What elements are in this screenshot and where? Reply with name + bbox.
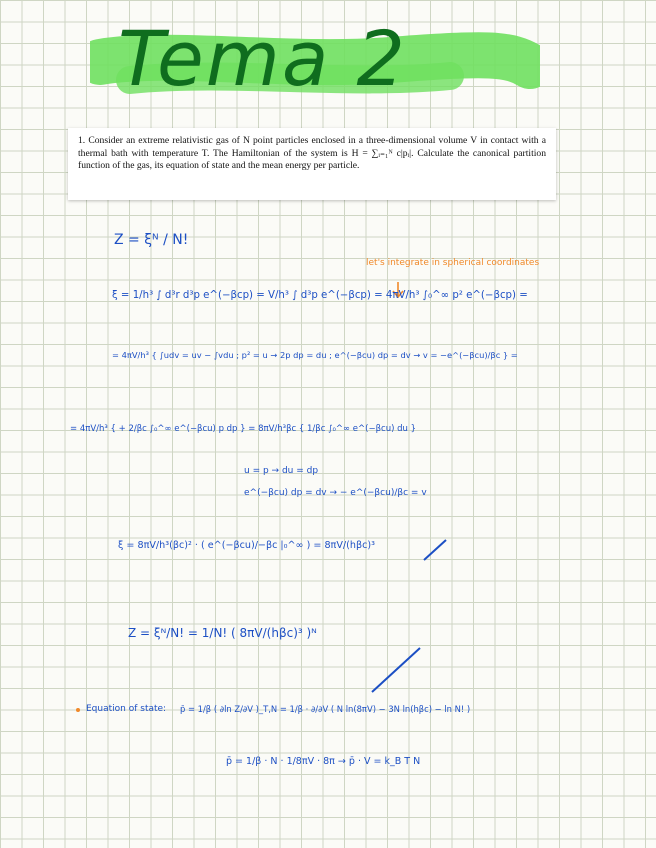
problem-number: 1. xyxy=(78,135,86,146)
eq-substitution: u = p → du = dp xyxy=(244,466,319,476)
eq-state-result: p̄ = 1/β · N · 1/8πV · 8π → p̄ · V = k_B T N xyxy=(226,756,421,767)
bullet-orange xyxy=(76,708,80,712)
annotation-spherical: let's integrate in spherical coordinates xyxy=(366,258,540,268)
label-equation-of-state: Equation of state: xyxy=(86,704,167,714)
problem-text: Consider an extreme relativistic gas of N point particles enclosed in a three-dimensional volume V in contact with a thermal bath with temperature T. The Hamiltonian of the system is H = ∑ᵢ₌₁ᴺ c|pᵢ|. Calculate the canonical partition function of the gas, its equation of state and the mean energy per particle. xyxy=(78,135,546,172)
eq-partition-def: Z = ξᴺ / N! xyxy=(114,232,189,248)
page-title: Tema 2 xyxy=(118,14,407,103)
eq-integration-by-parts: = 4πV/h³ { ∫udv = uv − ∫vdu ; p² = u → 2p dp = du ; e^(−βcu) dp = dv → v = −e^(−βcu)/βc } = xyxy=(112,350,518,360)
eq-pressure: p̄ = 1/β ( ∂ln Z/∂V )_T,N = 1/β · ∂/∂V ( N ln(8πV) − 3N ln(hβc) − ln N! ) xyxy=(180,704,471,714)
eq-xi-integral: ξ = 1/h³ ∫ d³r d³p e^(−βcp) = V/h³ ∫ d³p e^(−βcp) = 4πV/h³ ∫₀^∞ p² e^(−βcp) = xyxy=(112,290,528,301)
eq-second-integration: = 4πV/h³ { + 2/βc ∫₀^∞ e^(−βcu) p dp } = 8πV/h³βc { 1/βc ∫₀^∞ e^(−βcu) du } xyxy=(70,424,416,434)
eq-dv: e^(−βcu) dp = dv → − e^(−βcu)/βc = v xyxy=(244,488,427,498)
eq-partition-result: Z = ξᴺ/N! = 1/N! ( 8πV/(hβc)³ )ᴺ xyxy=(128,626,317,640)
eq-xi-result: ξ = 8πV/h³(βc)² · ( e^(−βcu)/−βc |₀^∞ ) = 8πV/(hβc)³ xyxy=(118,540,375,551)
